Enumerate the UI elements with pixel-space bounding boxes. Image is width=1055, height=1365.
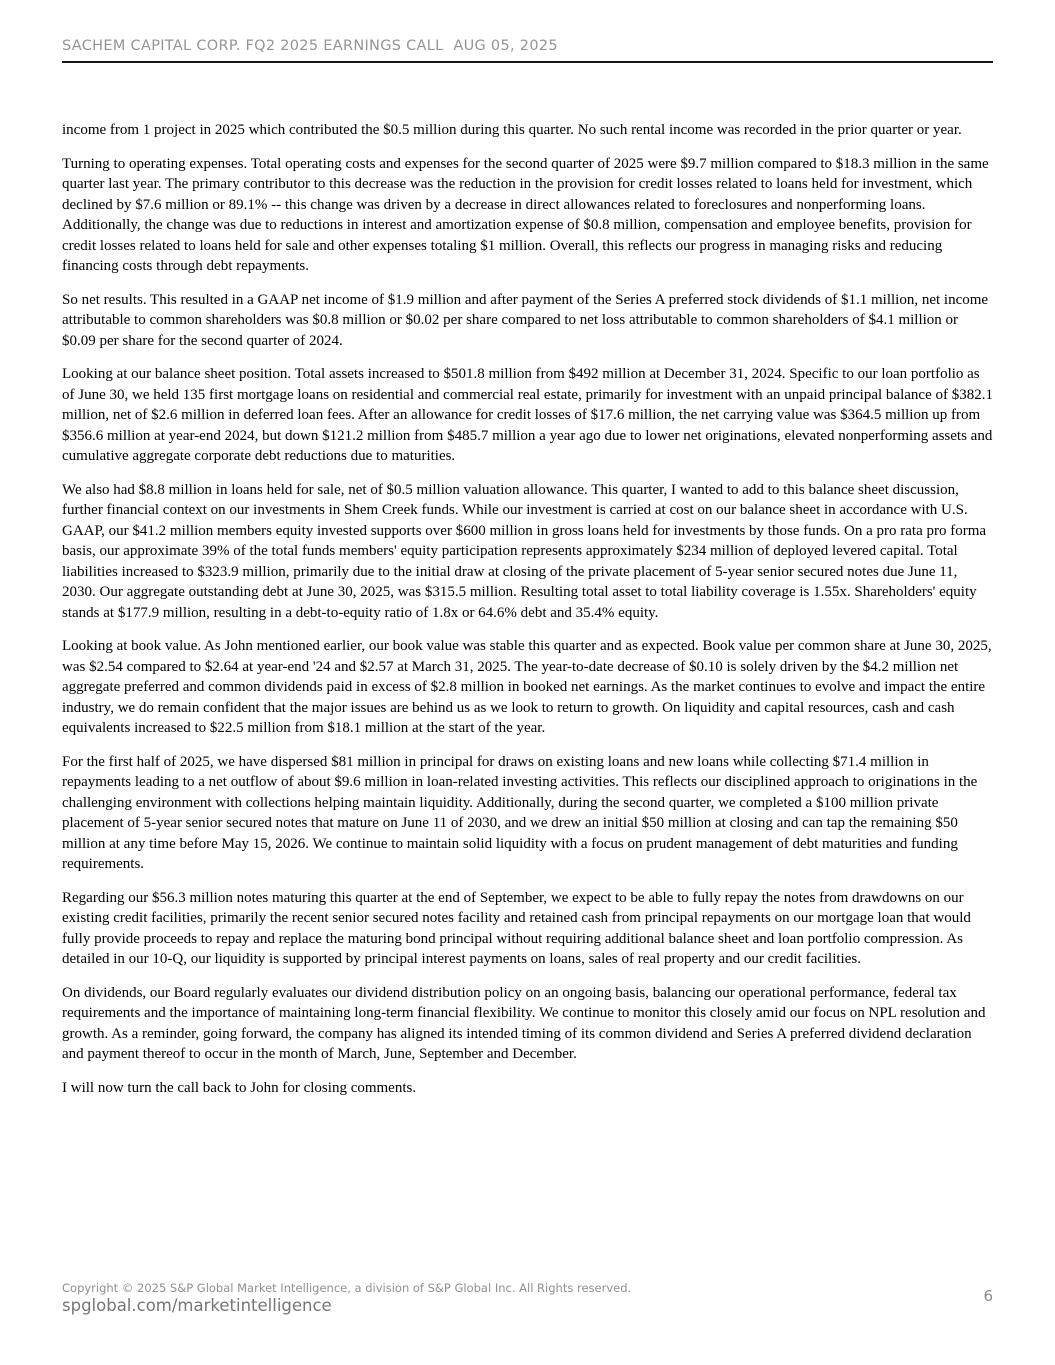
copyright-text: Copyright © 2025 S&P Global Market Intelligence, a division of S&P Global Inc. All Rights reserved. (62, 1281, 632, 1295)
header-divider (62, 61, 993, 63)
transcript-body (62, 120, 993, 1111)
transcript-paragraph: Turning to operating expenses. Total operating costs and expenses for the second quarter of 2025 were $9.7 million compared to $18.3 million in the same quarter last year. The primary contributor to this decrease was the reduction in the provision for credit losses related to loans held for investment, which declined by $7.6 million or 89.1% -- this change was driven by a decrease in direct allowances related to foreclosures and nonperforming loans. Additionally, the change was due to reductions in interest and amortization expense of $0.8 million, compensation and employee benefits, provision for credit losses related to loans held for sale and other expenses totaling $1 million. Overall, this reflects our progress in managing risks and reducing financing costs through debt repayments. (62, 155, 989, 274)
transcript-paragraph: Looking at book value. As John mentioned earlier, our book value was stable this quarter and as expected. Book value per common share at June 30, 2025, was $2.54 compared to $2.64 at year-end '24 and $2.57 at March 31, 2025. The year-to-date decrease of $0.10 is solely driven by the $4.2 million net aggregate preferred and common dividends paid in excess of $2.8 million in booked net earnings. As the market continues to evolve and impact the entire industry, we do remain confident that the major issues are behind us as we look to return to growth. On liquidity and capital resources, cash and cash equivalents increased to $22.5 million from $18.1 million at the start of the year. (62, 638, 992, 736)
transcript-paragraph: income from 1 project in 2025 which contributed the $0.5 million during this quarter. No such rental income was recorded in the prior quarter or year. (62, 122, 962, 138)
transcript-paragraph: We also had $8.8 million in loans held for sale, net of $0.5 million valuation allowance. This quarter, I wanted to add to this balance sheet discussion, further financial context on our investments in Shem Creek funds. While our investment is carried at cost on our balance sheet in accordance with U.S. GAAP, our $41.2 million members equity invested supports over $600 million in gross loans held for investments by those funds. On a pro rata pro forma basis, our approximate 39% of the total funds members' equity participation represents approximately $234 million of deployed levered capital. Total liabilities increased to $323.9 million, primarily due to the initial draw at closing of the private placement of 5-year senior secured notes due June 11, 2030. Our aggregate outstanding debt at June 30, 2025, was $315.5 million. Resulting total asset to total liability coverage is 1.55x. Shareholders' equity stands at $177.9 million, resulting in a debt-to-equity ratio of 1.8x or 64.6% debt and 35.4% equity. (62, 481, 987, 621)
transcript-paragraph: So net results. This resulted in a GAAP net income of $1.9 million and after payment of the Series A preferred stock dividends of $1.1 million, net income attributable to common shareholders was $0.8 million or $0.02 per share compared to net loss attributable to common shareholders of $4.1 million or $0.09 per share for the second quarter of 2024. (62, 291, 989, 349)
transcript-paragraph: For the first half of 2025, we have dispersed $81 million in principal for draws on existing loans and new loans while collecting $71.4 million in repayments leading to a net outflow of about $9.6 million in loan-related investing activities. This reflects our disciplined approach to originations in the challenging environment with collections helping maintain liquidity. Additionally, during the second quarter, we completed a $100 million private placement of 5-year senior secured notes that mature on June 11 of 2030, and we drew an initial $50 million at closing and can tap the remaining $50 million at any time before May 15, 2026. We continue to maintain solid liquidity with a focus on prudent management of debt maturities and funding requirements. (62, 753, 978, 872)
page-number: 6 (983, 1287, 993, 1305)
transcript-paragraph: On dividends, our Board regularly evaluates our dividend distribution policy on an ongoing basis, balancing our operational performance, federal tax requirements and the importance of maintaining long-term financial flexibility. We continue to monitor this closely amid our focus on NPL resolution and growth. As a reminder, going forward, the company has aligned its intended timing of its common dividend and Series A preferred dividend declaration and payment thereof to occur in the month of March, June, September and December. (62, 984, 986, 1062)
transcript-paragraph: I will now turn the call back to John for closing comments. (62, 1079, 417, 1096)
page-header-title: SACHEM CAPITAL CORP. FQ2 2025 EARNINGS CALL AUG 05, 2025 (62, 38, 558, 54)
website-link[interactable]: spglobal.com/marketintelligence (62, 1296, 332, 1315)
transcript-paragraph: Regarding our $56.3 million notes maturing this quarter at the end of September, we expect to be able to fully repay the notes from drawdowns on our existing credit facilities, primarily the recent senior secured notes facility and retained cash from principal repayments on our mortgage loan that would fully provide proceeds to repay and replace the maturing bond principal without requiring additional balance sheet and loan portfolio compression. As detailed in our 10-Q, our liquidity is supported by principal interest payments on loans, sales of real property and our credit facilities. (62, 889, 971, 967)
transcript-paragraph: Looking at our balance sheet position. Total assets increased to $501.8 million from $492 million at December 31, 2024. Specific to our loan portfolio as of June 30, we held 135 first mortgage loans on residential and commercial real estate, primarily for investment with an unpaid principal balance of $382.1 million, net of $2.6 million in deferred loan fees. After an allowance for credit losses of $17.6 million, the net carrying value was $364.5 million up from $356.6 million at year-end 2024, but down $121.2 million from $485.7 million a year ago due to lower net originations, elevated nonperforming assets and cumulative aggregate corporate debt reductions due to maturities. (62, 366, 993, 464)
